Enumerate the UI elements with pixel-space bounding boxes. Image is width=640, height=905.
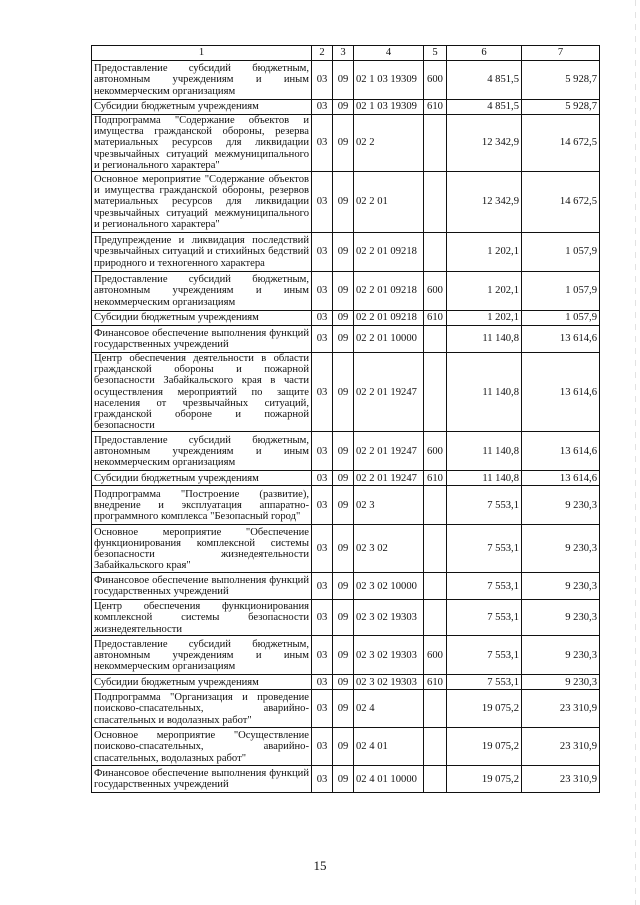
row-name-cell: Предупреждение и ликвидация последствий чрезвычайных ситуаций и стихийных бедствий природного и техногенного характера bbox=[92, 233, 312, 272]
table-row bbox=[92, 432, 600, 471]
row-amount-year2-cell: 5 928,7 bbox=[522, 100, 600, 115]
row-name-cell: Предоставление субсидий бюджетным, автономным учреждениям и иным некоммерческим организациям bbox=[92, 432, 312, 471]
row-section-cell: 03 bbox=[312, 486, 333, 525]
row-expense-type-cell bbox=[424, 486, 447, 525]
row-section-cell: 03 bbox=[312, 766, 333, 793]
table-row bbox=[92, 115, 600, 172]
row-name-cell: Субсидии бюджетным учреждениям bbox=[92, 311, 312, 326]
row-target-article-cell: 02 2 01 10000 bbox=[354, 326, 424, 353]
row-subsection-cell: 09 bbox=[333, 326, 354, 353]
table-row bbox=[92, 353, 600, 432]
table-row bbox=[92, 486, 600, 525]
row-target-article-cell: 02 2 01 19247 bbox=[354, 471, 424, 486]
row-subsection-cell: 09 bbox=[333, 233, 354, 272]
row-target-article-cell: 02 4 01 10000 bbox=[354, 766, 424, 793]
row-amount-year2-cell: 5 928,7 bbox=[522, 61, 600, 100]
row-target-article-cell: 02 3 02 19303 bbox=[354, 600, 424, 636]
row-expense-type-cell bbox=[424, 600, 447, 636]
row-amount-year1-cell: 1 202,1 bbox=[447, 233, 522, 272]
row-amount-year2-cell: 9 230,3 bbox=[522, 486, 600, 525]
row-expense-type-cell bbox=[424, 525, 447, 573]
row-target-article-cell: 02 3 02 19303 bbox=[354, 636, 424, 675]
row-name-cell: Подпрограмма "Построение (развитие), внедрение и эксплуатация аппаратно-программного комплекса "Безопасный город" bbox=[92, 486, 312, 525]
row-target-article-cell: 02 1 03 19309 bbox=[354, 100, 424, 115]
row-amount-year2-cell: 1 057,9 bbox=[522, 311, 600, 326]
row-section-cell: 03 bbox=[312, 636, 333, 675]
row-expense-type-cell bbox=[424, 690, 447, 728]
row-amount-year1-cell: 4 851,5 bbox=[447, 100, 522, 115]
row-amount-year1-cell: 7 553,1 bbox=[447, 525, 522, 573]
row-target-article-cell: 02 2 01 09218 bbox=[354, 311, 424, 326]
row-expense-type-cell: 600 bbox=[424, 432, 447, 471]
table-row bbox=[92, 100, 600, 115]
row-subsection-cell: 09 bbox=[333, 636, 354, 675]
row-section-cell: 03 bbox=[312, 172, 333, 233]
row-section-cell: 03 bbox=[312, 471, 333, 486]
row-name-cell: Финансовое обеспечение выполнения функций государственных учреждений bbox=[92, 766, 312, 793]
row-target-article-cell: 02 3 bbox=[354, 486, 424, 525]
row-amount-year2-cell: 9 230,3 bbox=[522, 675, 600, 690]
row-name-cell: Финансовое обеспечение выполнения функций государственных учреждений bbox=[92, 573, 312, 600]
row-name-cell: Основное мероприятие "Осуществление поисково-спасательных, аварийно-спасательных, водолазных работ" bbox=[92, 728, 312, 766]
row-subsection-cell: 09 bbox=[333, 766, 354, 793]
header-col-6: 6 bbox=[447, 46, 522, 61]
row-subsection-cell: 09 bbox=[333, 728, 354, 766]
row-expense-type-cell bbox=[424, 326, 447, 353]
row-subsection-cell: 09 bbox=[333, 272, 354, 311]
table-header-row bbox=[92, 46, 600, 61]
row-subsection-cell: 09 bbox=[333, 172, 354, 233]
row-amount-year1-cell: 19 075,2 bbox=[447, 728, 522, 766]
row-subsection-cell: 09 bbox=[333, 115, 354, 172]
row-section-cell: 03 bbox=[312, 353, 333, 432]
table-row bbox=[92, 311, 600, 326]
row-name-cell: Предоставление субсидий бюджетным, автономным учреждениям и иным некоммерческим организациям bbox=[92, 272, 312, 311]
row-section-cell: 03 bbox=[312, 600, 333, 636]
row-name-cell: Субсидии бюджетным учреждениям bbox=[92, 675, 312, 690]
row-amount-year2-cell: 9 230,3 bbox=[522, 573, 600, 600]
row-amount-year2-cell: 1 057,9 bbox=[522, 272, 600, 311]
row-amount-year1-cell: 12 342,9 bbox=[447, 115, 522, 172]
row-amount-year2-cell: 14 672,5 bbox=[522, 115, 600, 172]
row-expense-type-cell: 600 bbox=[424, 61, 447, 100]
row-subsection-cell: 09 bbox=[333, 573, 354, 600]
row-amount-year2-cell: 13 614,6 bbox=[522, 471, 600, 486]
row-target-article-cell: 02 2 01 09218 bbox=[354, 272, 424, 311]
table-row bbox=[92, 600, 600, 636]
row-name-cell: Субсидии бюджетным учреждениям bbox=[92, 471, 312, 486]
row-section-cell: 03 bbox=[312, 525, 333, 573]
row-target-article-cell: 02 2 01 09218 bbox=[354, 233, 424, 272]
row-amount-year1-cell: 4 851,5 bbox=[447, 61, 522, 100]
table-row bbox=[92, 326, 600, 353]
row-target-article-cell: 02 1 03 19309 bbox=[354, 61, 424, 100]
row-amount-year1-cell: 7 553,1 bbox=[447, 675, 522, 690]
row-expense-type-cell: 610 bbox=[424, 675, 447, 690]
row-target-article-cell: 02 4 01 bbox=[354, 728, 424, 766]
scan-edge-decoration bbox=[635, 0, 636, 905]
row-subsection-cell: 09 bbox=[333, 675, 354, 690]
row-name-cell: Основное мероприятие "Содержание объектов и имущества гражданской обороны, резервов материальных ресурсов для ликвидации чрезвычайных ситуаций межмуниципального и регионального характера" bbox=[92, 172, 312, 233]
row-target-article-cell: 02 2 01 19247 bbox=[354, 353, 424, 432]
row-amount-year1-cell: 7 553,1 bbox=[447, 486, 522, 525]
table-body bbox=[92, 61, 600, 793]
row-expense-type-cell: 600 bbox=[424, 272, 447, 311]
row-subsection-cell: 09 bbox=[333, 486, 354, 525]
row-target-article-cell: 02 3 02 bbox=[354, 525, 424, 573]
row-amount-year2-cell: 23 310,9 bbox=[522, 766, 600, 793]
row-target-article-cell: 02 2 bbox=[354, 115, 424, 172]
row-section-cell: 03 bbox=[312, 432, 333, 471]
row-name-cell: Подпрограмма "Содержание объектов и имущества гражданской обороны, резерва материальных ресурсов для ликвидации чрезвычайных ситуаций межмуниципального и регионального характера" bbox=[92, 115, 312, 172]
table-row bbox=[92, 61, 600, 100]
row-section-cell: 03 bbox=[312, 690, 333, 728]
header-col-4: 4 bbox=[354, 46, 424, 61]
row-amount-year2-cell: 9 230,3 bbox=[522, 636, 600, 675]
row-subsection-cell: 09 bbox=[333, 100, 354, 115]
row-section-cell: 03 bbox=[312, 326, 333, 353]
header-col-3: 3 bbox=[333, 46, 354, 61]
row-amount-year1-cell: 12 342,9 bbox=[447, 172, 522, 233]
row-amount-year1-cell: 11 140,8 bbox=[447, 353, 522, 432]
row-amount-year1-cell: 1 202,1 bbox=[447, 272, 522, 311]
row-name-cell: Центр обеспечения деятельности в области гражданской обороны и пожарной безопасности Забайкальского края в части осуществления мероприятий по защите населения от чрезвычайных ситуаций, гражданской обороне и пожарной безопасности bbox=[92, 353, 312, 432]
row-amount-year2-cell: 14 672,5 bbox=[522, 172, 600, 233]
row-subsection-cell: 09 bbox=[333, 311, 354, 326]
row-amount-year1-cell: 1 202,1 bbox=[447, 311, 522, 326]
row-subsection-cell: 09 bbox=[333, 353, 354, 432]
row-amount-year2-cell: 1 057,9 bbox=[522, 233, 600, 272]
row-amount-year2-cell: 9 230,3 bbox=[522, 525, 600, 573]
row-section-cell: 03 bbox=[312, 272, 333, 311]
row-section-cell: 03 bbox=[312, 233, 333, 272]
row-amount-year1-cell: 19 075,2 bbox=[447, 766, 522, 793]
page-number: 15 bbox=[313, 858, 327, 873]
row-expense-type-cell bbox=[424, 573, 447, 600]
table-row bbox=[92, 573, 600, 600]
row-amount-year2-cell: 23 310,9 bbox=[522, 728, 600, 766]
row-expense-type-cell bbox=[424, 766, 447, 793]
header-col-1: 1 bbox=[92, 46, 312, 61]
row-target-article-cell: 02 3 02 10000 bbox=[354, 573, 424, 600]
header-col-5: 5 bbox=[424, 46, 447, 61]
row-amount-year2-cell: 23 310,9 bbox=[522, 690, 600, 728]
table-row bbox=[92, 636, 600, 675]
row-subsection-cell: 09 bbox=[333, 61, 354, 100]
row-expense-type-cell: 610 bbox=[424, 100, 447, 115]
row-amount-year1-cell: 11 140,8 bbox=[447, 326, 522, 353]
row-amount-year2-cell: 13 614,6 bbox=[522, 353, 600, 432]
row-section-cell: 03 bbox=[312, 573, 333, 600]
budget-table bbox=[91, 45, 600, 793]
row-amount-year1-cell: 7 553,1 bbox=[447, 600, 522, 636]
row-target-article-cell: 02 2 01 19247 bbox=[354, 432, 424, 471]
row-expense-type-cell bbox=[424, 728, 447, 766]
row-section-cell: 03 bbox=[312, 61, 333, 100]
header-col-2: 2 bbox=[312, 46, 333, 61]
row-subsection-cell: 09 bbox=[333, 471, 354, 486]
row-name-cell: Предоставление субсидий бюджетным, автономным учреждениям и иным некоммерческим организациям bbox=[92, 61, 312, 100]
row-section-cell: 03 bbox=[312, 115, 333, 172]
table-row bbox=[92, 233, 600, 272]
row-expense-type-cell bbox=[424, 115, 447, 172]
row-subsection-cell: 09 bbox=[333, 690, 354, 728]
row-target-article-cell: 02 2 01 bbox=[354, 172, 424, 233]
row-section-cell: 03 bbox=[312, 675, 333, 690]
table-row bbox=[92, 690, 600, 728]
row-expense-type-cell: 600 bbox=[424, 636, 447, 675]
row-name-cell: Основное мероприятие "Обеспечение функционирования комплексной системы безопасности жизнедеятельности Забайкальского края" bbox=[92, 525, 312, 573]
row-amount-year1-cell: 7 553,1 bbox=[447, 636, 522, 675]
row-section-cell: 03 bbox=[312, 728, 333, 766]
table-row bbox=[92, 766, 600, 793]
row-amount-year2-cell: 13 614,6 bbox=[522, 326, 600, 353]
row-name-cell: Субсидии бюджетным учреждениям bbox=[92, 100, 312, 115]
row-expense-type-cell bbox=[424, 233, 447, 272]
row-expense-type-cell bbox=[424, 172, 447, 233]
row-name-cell: Финансовое обеспечение выполнения функций государственных учреждений bbox=[92, 326, 312, 353]
row-amount-year1-cell: 11 140,8 bbox=[447, 432, 522, 471]
row-subsection-cell: 09 bbox=[333, 525, 354, 573]
row-name-cell: Центр обеспечения функционирования комплексной системы безопасности жизнедеятельности bbox=[92, 600, 312, 636]
row-target-article-cell: 02 3 02 19303 bbox=[354, 675, 424, 690]
header-col-7: 7 bbox=[522, 46, 600, 61]
table-row bbox=[92, 675, 600, 690]
table-row bbox=[92, 728, 600, 766]
row-name-cell: Предоставление субсидий бюджетным, автономным учреждениям и иным некоммерческим организациям bbox=[92, 636, 312, 675]
table-row bbox=[92, 525, 600, 573]
row-expense-type-cell: 610 bbox=[424, 471, 447, 486]
row-target-article-cell: 02 4 bbox=[354, 690, 424, 728]
row-amount-year2-cell: 9 230,3 bbox=[522, 600, 600, 636]
table-row bbox=[92, 471, 600, 486]
row-expense-type-cell: 610 bbox=[424, 311, 447, 326]
table-row bbox=[92, 172, 600, 233]
row-section-cell: 03 bbox=[312, 100, 333, 115]
row-amount-year2-cell: 13 614,6 bbox=[522, 432, 600, 471]
row-expense-type-cell bbox=[424, 353, 447, 432]
row-amount-year1-cell: 19 075,2 bbox=[447, 690, 522, 728]
row-section-cell: 03 bbox=[312, 311, 333, 326]
row-amount-year1-cell: 7 553,1 bbox=[447, 573, 522, 600]
row-amount-year1-cell: 11 140,8 bbox=[447, 471, 522, 486]
row-subsection-cell: 09 bbox=[333, 600, 354, 636]
table-row bbox=[92, 272, 600, 311]
row-name-cell: Подпрограмма "Организация и проведение поисково-спасательных, аварийно-спасательных и водолазных работ" bbox=[92, 690, 312, 728]
row-subsection-cell: 09 bbox=[333, 432, 354, 471]
